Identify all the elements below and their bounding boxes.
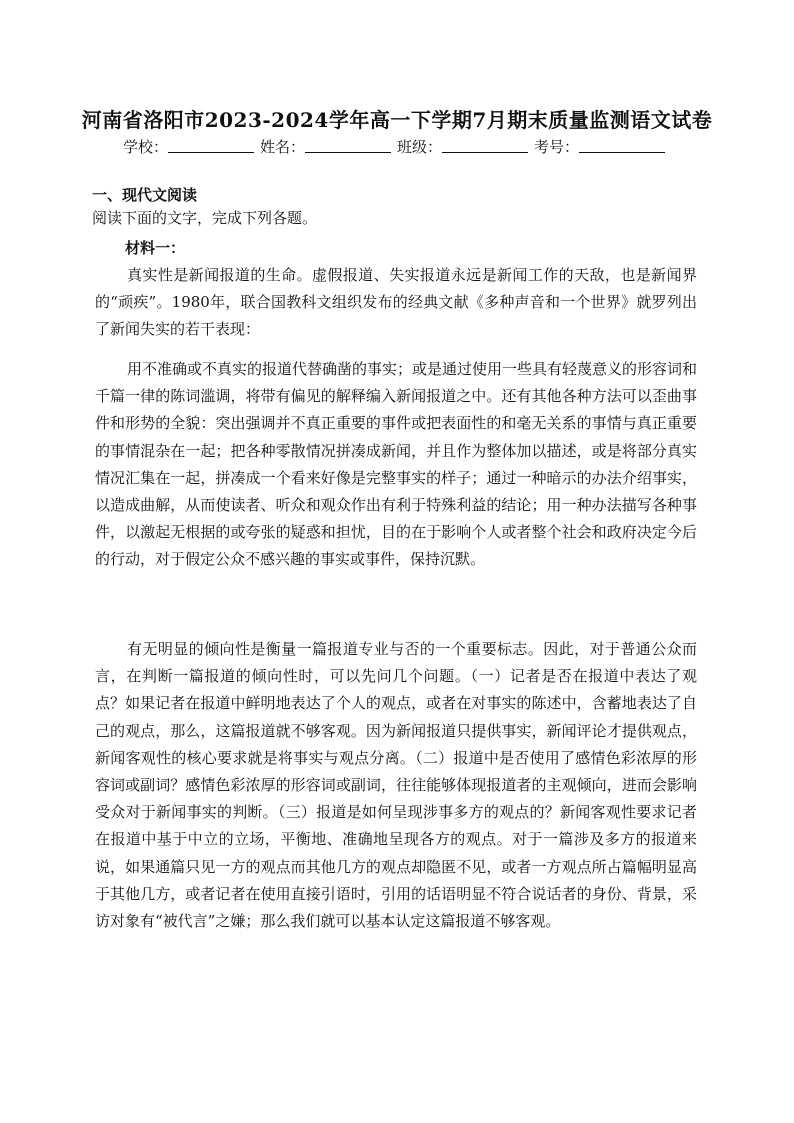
class-blank (442, 138, 528, 153)
name-blank (305, 138, 391, 153)
school-label: 学校： (122, 138, 168, 156)
section-heading: 一、现代文阅读 (92, 186, 198, 204)
school-blank (168, 138, 254, 153)
name-label: 姓名： (259, 138, 305, 156)
paragraph-1: 真实性是新闻报道的生命。虚假报道、失实报道永远是新闻工作的天敌，也是新闻界的“顽疾”。1980年，联合国教科文组织发布的经典文献《多种声音和一个世界》就罗列出了新闻失实的若干表现： (95, 266, 697, 339)
paragraph-2: 用不准确或不真实的报道代替确凿的事实；或是通过使用一些具有轻蔑意义的形容词和千篇一律的陈词滥调，将带有偏见的解释编入新闻报道之中。还有其他各种方法可以歪曲事件和形势的全貌：突出强调并不真正重要的事件或把表面性的和毫无关系的事情与真正重要的事情混杂在一起；把各种零散情况拼凑成新闻，并且作为整体加以描述，或是将部分真实情况汇集在一起，拼凑成一个看来好像是完整事实的样子；通过一种暗示的办法介绍事实，以造成曲解，从而使读者、听众和观众作出有利于特殊利益的结论；用一种办法描写各种事件，以激起无根据的或夸张的疑惑和担忧，目的在于影响个人或者整个社会和政府决定今后的行动，对于假定公众不感兴趣的事实或事件，保持沉默。 (95, 360, 698, 569)
class-label: 班级： (397, 138, 443, 156)
material-label: 材料一： (125, 239, 186, 257)
paragraph-3: 有无明显的倾向性是衡量一篇报道专业与否的一个重要标志。因此，对于普通公众而言，在判断一篇报道的倾向性时，可以先问几个问题。（一）记者是否在报道中表达了观点？如果记者在报道中鲜明地表达了个人的观点，或者在对事实的陈述中，含蓄地表达了自己的观点，那么，这篇报道就不够客观。因为新闻报道只提供事实，新闻评论才提供观点，新闻客观性的核心要求就是将事实与观点分离。（二）报道中是否使用了感情色彩浓厚的形容词或副词？感情色彩浓厚的形容词或副词，往往能够体现报道者的主观倾向，进而会影响受众对于新闻事实的判断。（三）报道是如何呈现涉事多方的观点的？新闻客观性要求记者在报道中基于中立的立场，平衡地、准确地呈现各方的观点。对于一篇涉及多方的报道来说，如果通篇只见一方的观点而其他几方的观点却隐匿不见，或者一方观点所占篇幅明显高于其他几方，或者记者在使用直接引语时，引用的话语明显不符合说话者的身份、背景，采访对象有“被代言”之嫌；那么我们就可以基本认定这篇报道不够客观。 (95, 640, 697, 931)
exam-title: 河南省洛阳市2023-2024学年高一下学期7月期末质量监测语文试卷 (81, 108, 713, 132)
exam-no-blank (579, 138, 665, 153)
exam-no-label: 考号： (534, 138, 580, 156)
student-info-row (0, 136, 794, 157)
reading-instruction: 阅读下面的文字，完成下列各题。 (92, 209, 318, 227)
